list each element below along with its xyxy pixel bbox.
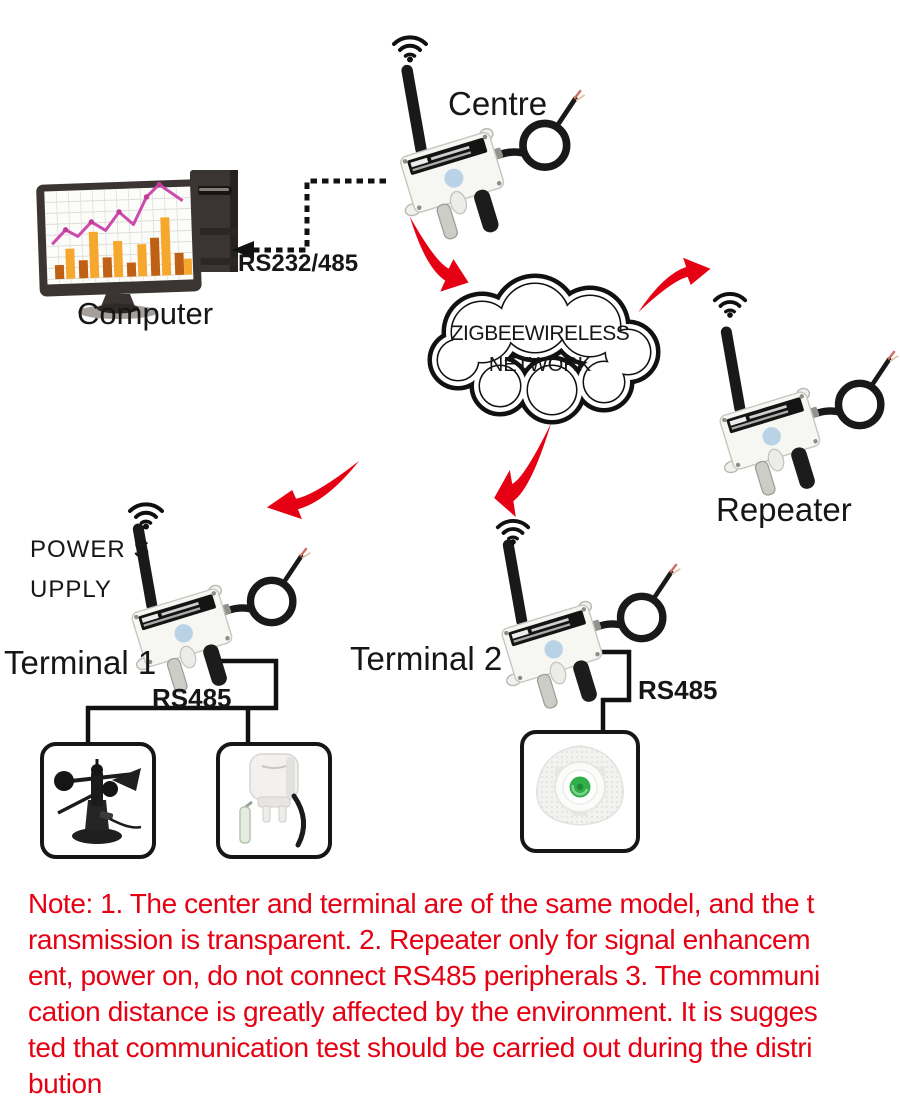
dashed-serial-link — [252, 181, 386, 250]
cloud-label-line2: NETWORK — [488, 354, 592, 376]
note-line: ent, power on, do not connect RS485 peripherals 3. The communi — [28, 960, 820, 991]
terminal2-label: Terminal 2 — [350, 640, 503, 677]
power-supply-label-line1: POWER S — [30, 536, 151, 563]
arrow-cloud-to-repeater — [638, 258, 710, 313]
note-line: Note: 1. The center and terminal are of the same model, and the t — [28, 888, 814, 919]
wifi-icon — [498, 521, 528, 545]
note-line: bution — [28, 1068, 102, 1099]
centre-label: Centre — [448, 85, 548, 122]
terminal1-rs485-label: RS485 — [152, 683, 232, 713]
repeater-label: Repeater — [716, 491, 852, 528]
rs232-485-link-label: RS232/485 — [238, 250, 359, 277]
repeater-device — [709, 326, 898, 511]
terminal1-label: Terminal 1 — [4, 644, 157, 681]
arrow-centre-to-cloud — [398, 217, 478, 297]
arrow-cloud-to-terminal1 — [267, 461, 359, 519]
monitor-chart — [36, 179, 202, 297]
note-line: ransmission is transparent. 2. Repeater only for signal enhancem — [28, 924, 811, 955]
wifi-icon — [394, 37, 426, 62]
note-line: ted that communication test should be carried out during the distri — [28, 1032, 813, 1063]
note-text — [28, 886, 820, 1101]
power-supply-label-line2: UPPLY — [30, 576, 112, 603]
terminal2-rs485-label: RS485 — [638, 675, 718, 705]
cloud-shape — [432, 278, 656, 420]
cloud-label-line1: ZIGBEEWIRELESS — [450, 322, 630, 345]
arrow-cloud-to-terminal2 — [494, 423, 551, 517]
computer-label: Computer — [77, 296, 214, 331]
wifi-icon — [715, 294, 745, 318]
note-line: cation distance is greatly affected by the environment. It is sugges — [28, 996, 818, 1027]
